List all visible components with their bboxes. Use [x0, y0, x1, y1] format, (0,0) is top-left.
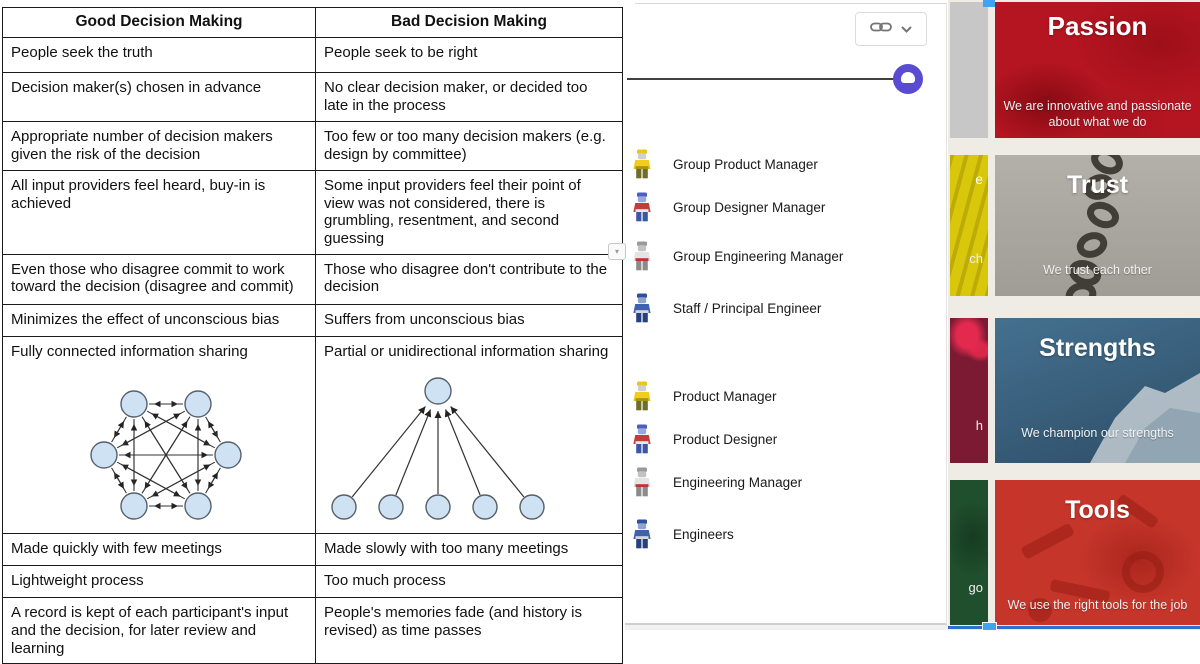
role-label: Staff / Principal Engineer	[673, 300, 822, 316]
cell-bad-3: Some input providers feel their point of view was not considered, there is grumbling, resentment, and second guessing	[316, 171, 623, 255]
cell-good-4: Even those who disagree commit to work toward the decision (disagree and commit)	[3, 254, 316, 304]
cell-bad-2: Too few or too many decision makers (e.g. design by committee)	[316, 122, 623, 171]
role-label: Engineering Manager	[673, 474, 803, 490]
cell-bad-8: Too much process	[316, 566, 623, 598]
card-subtitle: We are innovative and passionate about what we do	[1003, 98, 1192, 129]
card-subtitle: We trust each other	[1043, 262, 1152, 277]
slider-track[interactable]	[627, 78, 897, 80]
cell-good-0: People seek the truth	[3, 38, 316, 73]
cell-bad-9: People's memories fade (and history is revised) as time passes	[316, 598, 623, 664]
cell-good-5: Minimizes the effect of unconscious bias	[3, 304, 316, 336]
link-icon	[870, 20, 892, 38]
partial-text: e	[975, 171, 983, 187]
slider-knob-glyph	[901, 72, 915, 83]
card-title: Trust	[1066, 171, 1129, 199]
card-strengths[interactable]	[995, 318, 1200, 463]
header-bad: Bad Decision Making	[316, 8, 623, 38]
partial-text: go	[968, 580, 983, 595]
fully-connected-diagram	[11, 364, 307, 527]
minifig-engineering-manager-icon	[632, 467, 652, 497]
chevron-down-icon	[901, 20, 912, 38]
card-subtitle: We use the right tools for the job	[1007, 597, 1188, 612]
minifig-product-manager-icon	[632, 149, 652, 179]
table-row	[3, 254, 623, 304]
cell-good-1: Decision maker(s) chosen in advance	[3, 73, 316, 122]
role-label: Product Designer	[673, 431, 778, 447]
cell-bad-5: Suffers from unconscious bias	[316, 304, 623, 336]
table-row	[3, 534, 623, 566]
slider-knob[interactable]	[893, 64, 923, 94]
role-label: Engineers	[673, 526, 734, 542]
minifig-designer-icon	[632, 192, 652, 222]
panel-border	[946, 3, 947, 624]
diagram-label: Fully connected information sharing	[11, 342, 248, 360]
table-dropdown-icon[interactable]: ▾	[608, 243, 626, 260]
cell-bad-0: People seek to be right	[316, 38, 623, 73]
header-good: Good Decision Making	[3, 8, 316, 38]
table-row	[3, 598, 623, 664]
partial-card-maroon[interactable]	[950, 318, 988, 463]
partial-card-green[interactable]	[950, 480, 988, 625]
partial-card-yellow[interactable]	[950, 155, 988, 296]
card-subtitle: We champion our strengths	[1021, 425, 1174, 440]
role-label: Group Engineering Manager	[673, 248, 844, 264]
role-item[interactable]	[632, 147, 937, 181]
cell-bad-4: Those who disagree don't contribute to the decision	[316, 254, 623, 304]
table-row	[3, 171, 623, 255]
role-item[interactable]	[632, 239, 937, 273]
panel-shadow	[625, 625, 948, 630]
card-trust[interactable]	[995, 155, 1200, 296]
link-dropdown-button[interactable]	[855, 12, 927, 46]
role-label: Product Manager	[673, 388, 777, 404]
unidirectional-diagram	[324, 364, 614, 527]
cell-good-6	[3, 336, 316, 533]
partial-text: ch	[969, 251, 983, 266]
minifig-engineer-icon	[632, 519, 652, 549]
card-title: Passion	[1047, 11, 1148, 41]
table-row	[3, 73, 623, 122]
table-row	[3, 38, 623, 73]
card-title: Tools	[1065, 496, 1130, 524]
table-header-row	[3, 8, 623, 38]
role-label: Group Product Manager	[673, 156, 818, 172]
diagram-label: Partial or unidirectional information sharing	[324, 342, 609, 360]
role-item[interactable]	[632, 422, 937, 456]
selection-handle-top[interactable]	[983, 0, 995, 7]
table-row	[3, 304, 623, 336]
card-title: Strengths	[1039, 334, 1156, 362]
panel-border	[635, 3, 947, 4]
role-item[interactable]	[632, 379, 937, 413]
minifig-engineering-manager-icon	[632, 241, 652, 271]
role-item[interactable]	[632, 190, 937, 224]
card-tools[interactable]	[995, 480, 1200, 625]
role-item[interactable]	[632, 517, 937, 551]
cell-good-7: Made quickly with few meetings	[3, 534, 316, 566]
role-label: Group Designer Manager	[673, 199, 826, 215]
minifig-product-manager-icon	[632, 381, 652, 411]
cell-good-9: A record is kept of each participant's input and the decision, for later review and learning	[3, 598, 316, 664]
role-item[interactable]	[632, 465, 937, 499]
partial-card-gray[interactable]	[950, 2, 988, 138]
cell-good-3: All input providers feel heard, buy-in is achieved	[3, 171, 316, 255]
role-item[interactable]	[632, 291, 937, 325]
decision-table	[2, 7, 623, 664]
cell-bad-1: No clear decision maker, or decided too late in the process	[316, 73, 623, 122]
table-row	[3, 566, 623, 598]
table-row	[3, 122, 623, 171]
minifig-designer-icon	[632, 424, 652, 454]
cell-bad-7: Made slowly with too many meetings	[316, 534, 623, 566]
cell-bad-6	[316, 336, 623, 533]
roles-panel	[625, 0, 948, 630]
cell-good-8: Lightweight process	[3, 566, 316, 598]
cell-good-2: Appropriate number of decision makers given the risk of the decision	[3, 122, 316, 171]
table-row	[3, 336, 623, 533]
minifig-engineer-icon	[632, 293, 652, 323]
values-grid	[948, 0, 1200, 630]
card-passion[interactable]	[995, 2, 1200, 138]
partial-text: h	[975, 418, 983, 433]
